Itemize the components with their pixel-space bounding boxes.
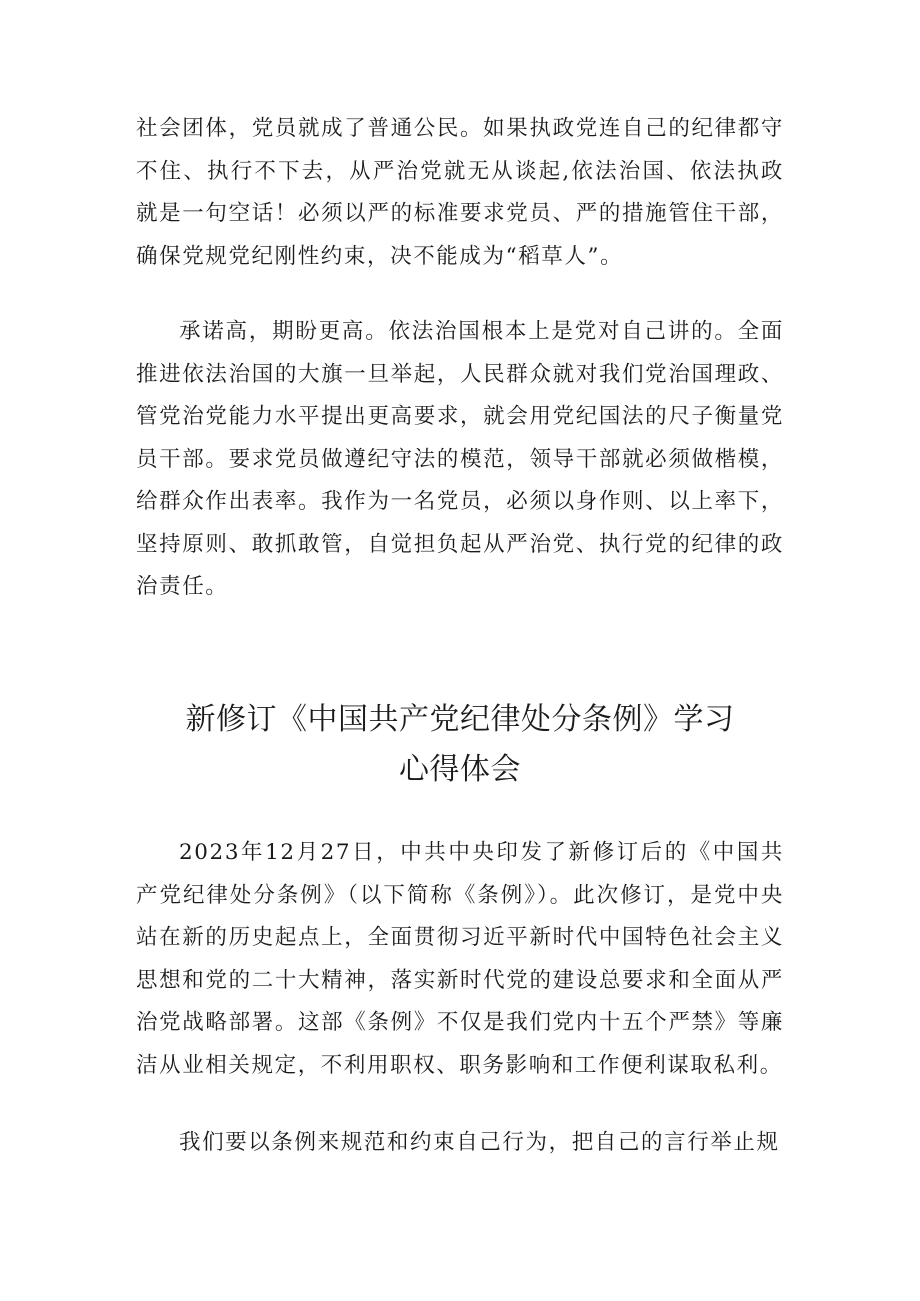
body-paragraph-3: 2023年12月27日，中共中央印发了新修订后的《中国共产党纪律处分条例》（以下简称《条例》）。此次修订，是党中央站在新的历史起点上，全面贯彻习近平新时代中国特色社会主义思想和党的二十大精神，落实新时代党的建设总要求和全面从严治党战略部署。这部《条例》不仅是我们党内十五个严禁》等廉洁从业相关规定，不利用职权、职务影响和工作便利谋取私利。 <box>136 840 784 1078</box>
body-paragraph-2: 承诺高，期盼更高。依法治国根本上是党对自己讲的。全面推进依法治国的大旗一旦举起，人民群众就对我们党治国理政、管党治党能力水平提出更高要求，就会用党纪国法的尺子衡量党员干部。要求党员做遵纪守法的模范，领导干部就必须做楷模，给群众作出表率。我作为一名党员，必须以身作则、以上率下，坚持原则、敢抓敢管，自觉担负起从严治党、执行党的纪律的政治责任。 <box>136 319 784 599</box>
document-title <box>100 695 820 795</box>
body-paragraph-1: 社会团体，党员就成了普通公民。如果执政党连自己的纪律都守不住、执行不下去，从严治党就无从谈起,依法治国、依法执政就是一句空话！必须以严的标准要求党员、严的措施管住干部，确保党规党纪刚性约束，决不能成为“稻草人”。 <box>136 116 784 269</box>
title-line-2: 心得体会 <box>399 752 521 787</box>
title-line-1: 新修订《中国共产党纪律处分条例》学习 <box>185 702 735 737</box>
body-paragraph-4: 我们要以条例来规范和约束自己行为，把自己的言行举止规 <box>179 1130 780 1155</box>
